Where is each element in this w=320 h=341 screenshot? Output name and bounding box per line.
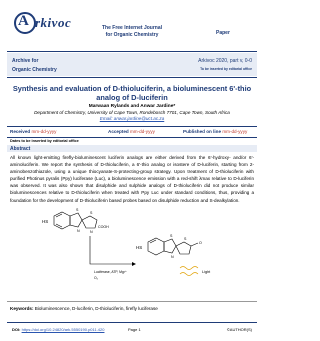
published-label: Published on line bbox=[183, 129, 222, 134]
accepted-value: mm-dd-yyyy bbox=[129, 129, 155, 134]
abstract-text: All known light-emitting firefly-bioluminescent luciferin analogs are either derived from the 6'-hydroxy- and/or 6'-aminoluciferin. We report the synthesis of D-thioluciferin, a 6'-thio analog or isostere of D-luciferin, starting from 2-aminobenzothiazole, using a unique thiocyanate-S-protecting-group strategy. Upon treatment of D-thioluciferin with purified Photinus pyralis (Ppy) luciferase (Luc), a bioluminescence emission with a red-shift λmax relative to D-luciferin was observed. It was also shown that disulphide and sulphide analogs of D-thioluciferin did not produce similar bioluminescences relative to D-thioluciferin when treated with Ppy Luc under standard conditions, thus, providing a foundation for the development of D-thioluciferin based probes based on disulphide reduction and S-dealkylation. bbox=[10, 155, 254, 203]
dates-note: Dates to be inserted by editorial office bbox=[10, 139, 79, 143]
published-value: mm-dd-yyyy bbox=[222, 129, 248, 134]
arrow-label-2: O₂ bbox=[94, 276, 98, 280]
issue-info: Arkivoc 2020, part v, 0-0 bbox=[198, 58, 252, 64]
copyright: ©AUTHOR(S) bbox=[226, 327, 252, 332]
footer-rule bbox=[7, 322, 257, 323]
logo-wordmark: rkivoc bbox=[35, 15, 72, 30]
abstract-heading: Abstract bbox=[10, 146, 31, 152]
journal-line1: The Free Internet Journal bbox=[101, 25, 162, 31]
reaction-arrow bbox=[90, 236, 132, 264]
accepted-label: Accepted bbox=[108, 129, 129, 134]
doi-link[interactable]: https://doi.org/10.24820/ark.5550190.p011.420 bbox=[21, 327, 105, 332]
svg-text:S: S bbox=[184, 237, 187, 241]
accepted-date bbox=[108, 129, 155, 134]
paper-type: Paper bbox=[216, 30, 230, 36]
svg-text:N: N bbox=[90, 230, 93, 234]
svg-text:HS: HS bbox=[136, 245, 143, 250]
page-number: Page 1 bbox=[128, 327, 141, 332]
journal-name bbox=[92, 25, 172, 39]
svg-text:S: S bbox=[90, 211, 93, 215]
received-date bbox=[10, 129, 56, 134]
keywords-text: Bioluminescence, D-luciferin, D-thioluciferin, firefly luciferase bbox=[34, 306, 158, 311]
received-value: mm-dd-yyyy bbox=[31, 129, 57, 134]
keywords bbox=[10, 306, 158, 311]
affiliation: Department of Chemistry, University of Cape Town, Rondebosch 7701, Cape Town, South Africa bbox=[34, 110, 230, 115]
cooh-label-left: COOH bbox=[98, 225, 109, 229]
received-label: Received bbox=[10, 129, 31, 134]
header-rule-bottom bbox=[7, 77, 257, 78]
authors: Marwaan Rylands and Anwar Jardine* bbox=[88, 104, 176, 109]
journal-line2: for Organic Chemistry bbox=[105, 32, 159, 38]
dates-rule-top bbox=[7, 126, 257, 127]
arrow-label-1: Luciferase, ATP, Mg²⁺ bbox=[94, 270, 127, 274]
header-rule bbox=[7, 51, 257, 52]
email-link[interactable]: Email: anwar.jardine@uct.ac.za bbox=[99, 116, 165, 121]
keywords-rule bbox=[7, 301, 257, 302]
archive-label: Archive for bbox=[12, 58, 39, 64]
paper-title: Synthesis and evaluation of D-thioluciferin, a bioluminescent 6'-thio analog of D-luciferin bbox=[12, 84, 252, 102]
dates-rule-bottom bbox=[7, 137, 257, 138]
svg-text:N: N bbox=[77, 229, 80, 233]
hs-label: HS bbox=[42, 219, 49, 224]
light-label: Light bbox=[202, 270, 211, 274]
abstract-band bbox=[7, 145, 257, 152]
footer-doi bbox=[12, 327, 104, 332]
logo-letter: A bbox=[18, 13, 29, 29]
s-label-right: S bbox=[170, 234, 173, 238]
oxythioluciferin-structure bbox=[148, 238, 198, 255]
svg-text:N: N bbox=[171, 255, 174, 259]
arkivoc-logo bbox=[14, 12, 74, 42]
keywords-label: Keywords: bbox=[10, 306, 34, 311]
doi-label: DOI: bbox=[12, 327, 21, 332]
svg-text:O: O bbox=[199, 241, 202, 245]
reaction-scheme bbox=[40, 206, 225, 295]
published-date bbox=[183, 129, 247, 134]
archive-label2: Organic Chemistry bbox=[12, 67, 57, 73]
svg-text:S: S bbox=[76, 208, 79, 212]
editorial-note: To be inserted by editorial office bbox=[200, 67, 252, 71]
light-emission-icon bbox=[180, 267, 198, 276]
